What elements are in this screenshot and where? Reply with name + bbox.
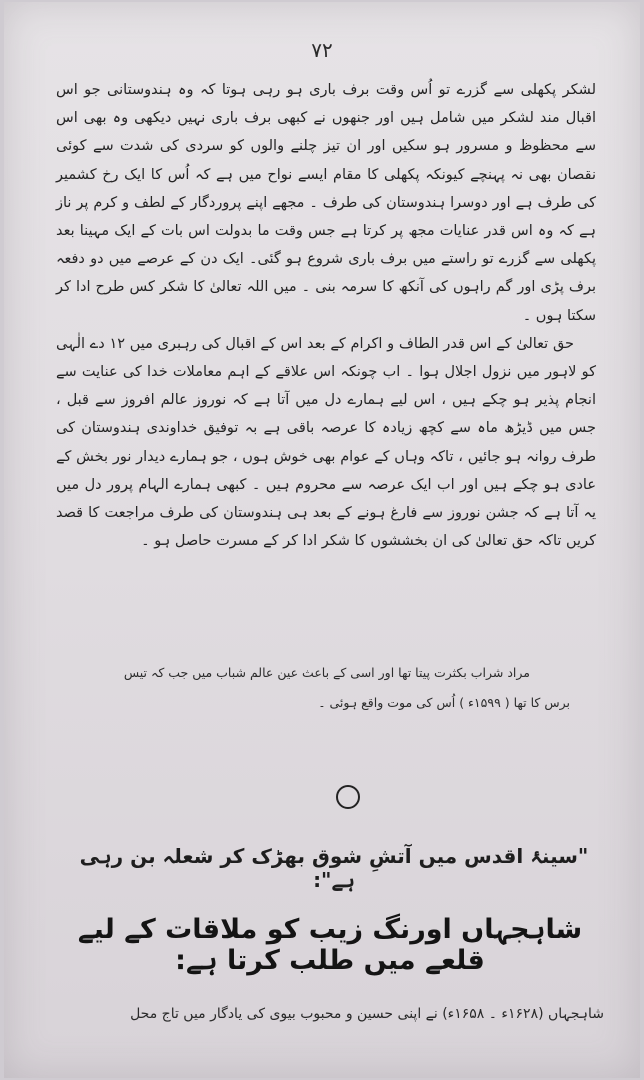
page-number: ۷۲ <box>311 38 333 62</box>
footnote-line: مراد شراب بکثرت پیتا تھا اور اسی کے باعث عین عالم شباب میں جب کہ تیس <box>123 665 530 680</box>
main-body-text <box>56 76 596 555</box>
section-quote-heading: "سینۂ اقدس میں آتشِ شوق بھڑک کر شعلہ بن رہی ہے": <box>79 844 589 892</box>
body-paragraph: لشکر پکھلی سے گزرے تو اُس وقت برف باری ہو رہی ہوتا کہ وہ ہندوستانی جو اس اقبال مند لشکر میں شامل ہیں اور جنھوں نے کبھی برف باری نہیں دیکھی وہ بھی اس سے محظوظ و مسرور ہو سکیں اور ان تیز چلنے والوں کو سردی کی شدت سے کوئی نقصان بھی نہ پہنچے کیونکہ پکھلی کا مقام ایسے نواح میں ہے کہ اُس کا ایک رخ کشمیر کی طرف ہے اور دوسرا ہندوستان کی طرف ۔ مجھے اپنے پروردگار کے لطف و کرم پر ناز ہے کہ وہ اس قدر عنایات مجھ پر کرتا ہے جس وقت ما بدولت اس بات کے ایک مہینا بعد پکھلی سے گزرے تو راستے میں برف باری شروع ہو گئی۔ ایک دن کے عرصے میں دو دفعہ برف پڑی اور گم راہوں کی آنکھ کا سرمہ بنی ۔ میں اللہ تعالیٰ کا شکر کس طرح ادا کر سکتا ہوں ۔ <box>56 82 596 324</box>
section-intro-line: شاہجہاں (۱۶۲۸ء ۔ ۱۶۵۸ء) نے اپنی حسین و محبوب بیوی کی یادگار میں تاج محل <box>130 1006 604 1022</box>
book-page <box>4 2 640 1078</box>
section-divider-circle-icon <box>336 785 360 809</box>
body-paragraph: حق تعالیٰ کے اس قدر الطاف و اکرام کے بعد اس کے اقبال کی رہبری میں ۱۲ دے الٰہی کو لاہور میں نزول اجلال ہوا ۔ اب چونکہ اس علاقے کے اہم معاملات خدا کی عنایت سے انجام پذیر ہو چکے ہیں ، اس لیے ہمارے دل میں آتا ہے کہ نوروز عالم افروز سے قبل ، جس میں ڈیڑھ ماہ سے کچھ زیادہ کا عرصہ باقی ہے بہ توفیق خداوندی ہندوستان کی طرف روانہ ہو جائیں ، تاکہ وہاں کے عوام بھی خوش ہوں ، جو ہمارے دیدار نور بخش کے عادی ہو چکے ہیں اور اب ایک عرصہ سے محروم ہیں ۔ کبھی ہمارے الہام پرور دل میں یہ آتا ہے کہ جشن نوروز سے فارغ ہونے کے بعد ہی ہندوستان کی طرف مراجعت کا قصد کریں تاکہ حق تعالیٰ کی ان بخششوں کا شکر ادا کر کے مسرت حاصل ہو ۔ <box>56 335 596 550</box>
section-main-heading: شاہجہاں اورنگ زیب کو ملاقات کے لیے قلعے میں طلب کرتا ہے: <box>77 914 583 976</box>
footnote <box>94 658 570 718</box>
footnote-line: برس کا تھا ( ۱۵۹۹ء ) اُس کی موت واقع ہوئی ۔ <box>318 695 570 710</box>
